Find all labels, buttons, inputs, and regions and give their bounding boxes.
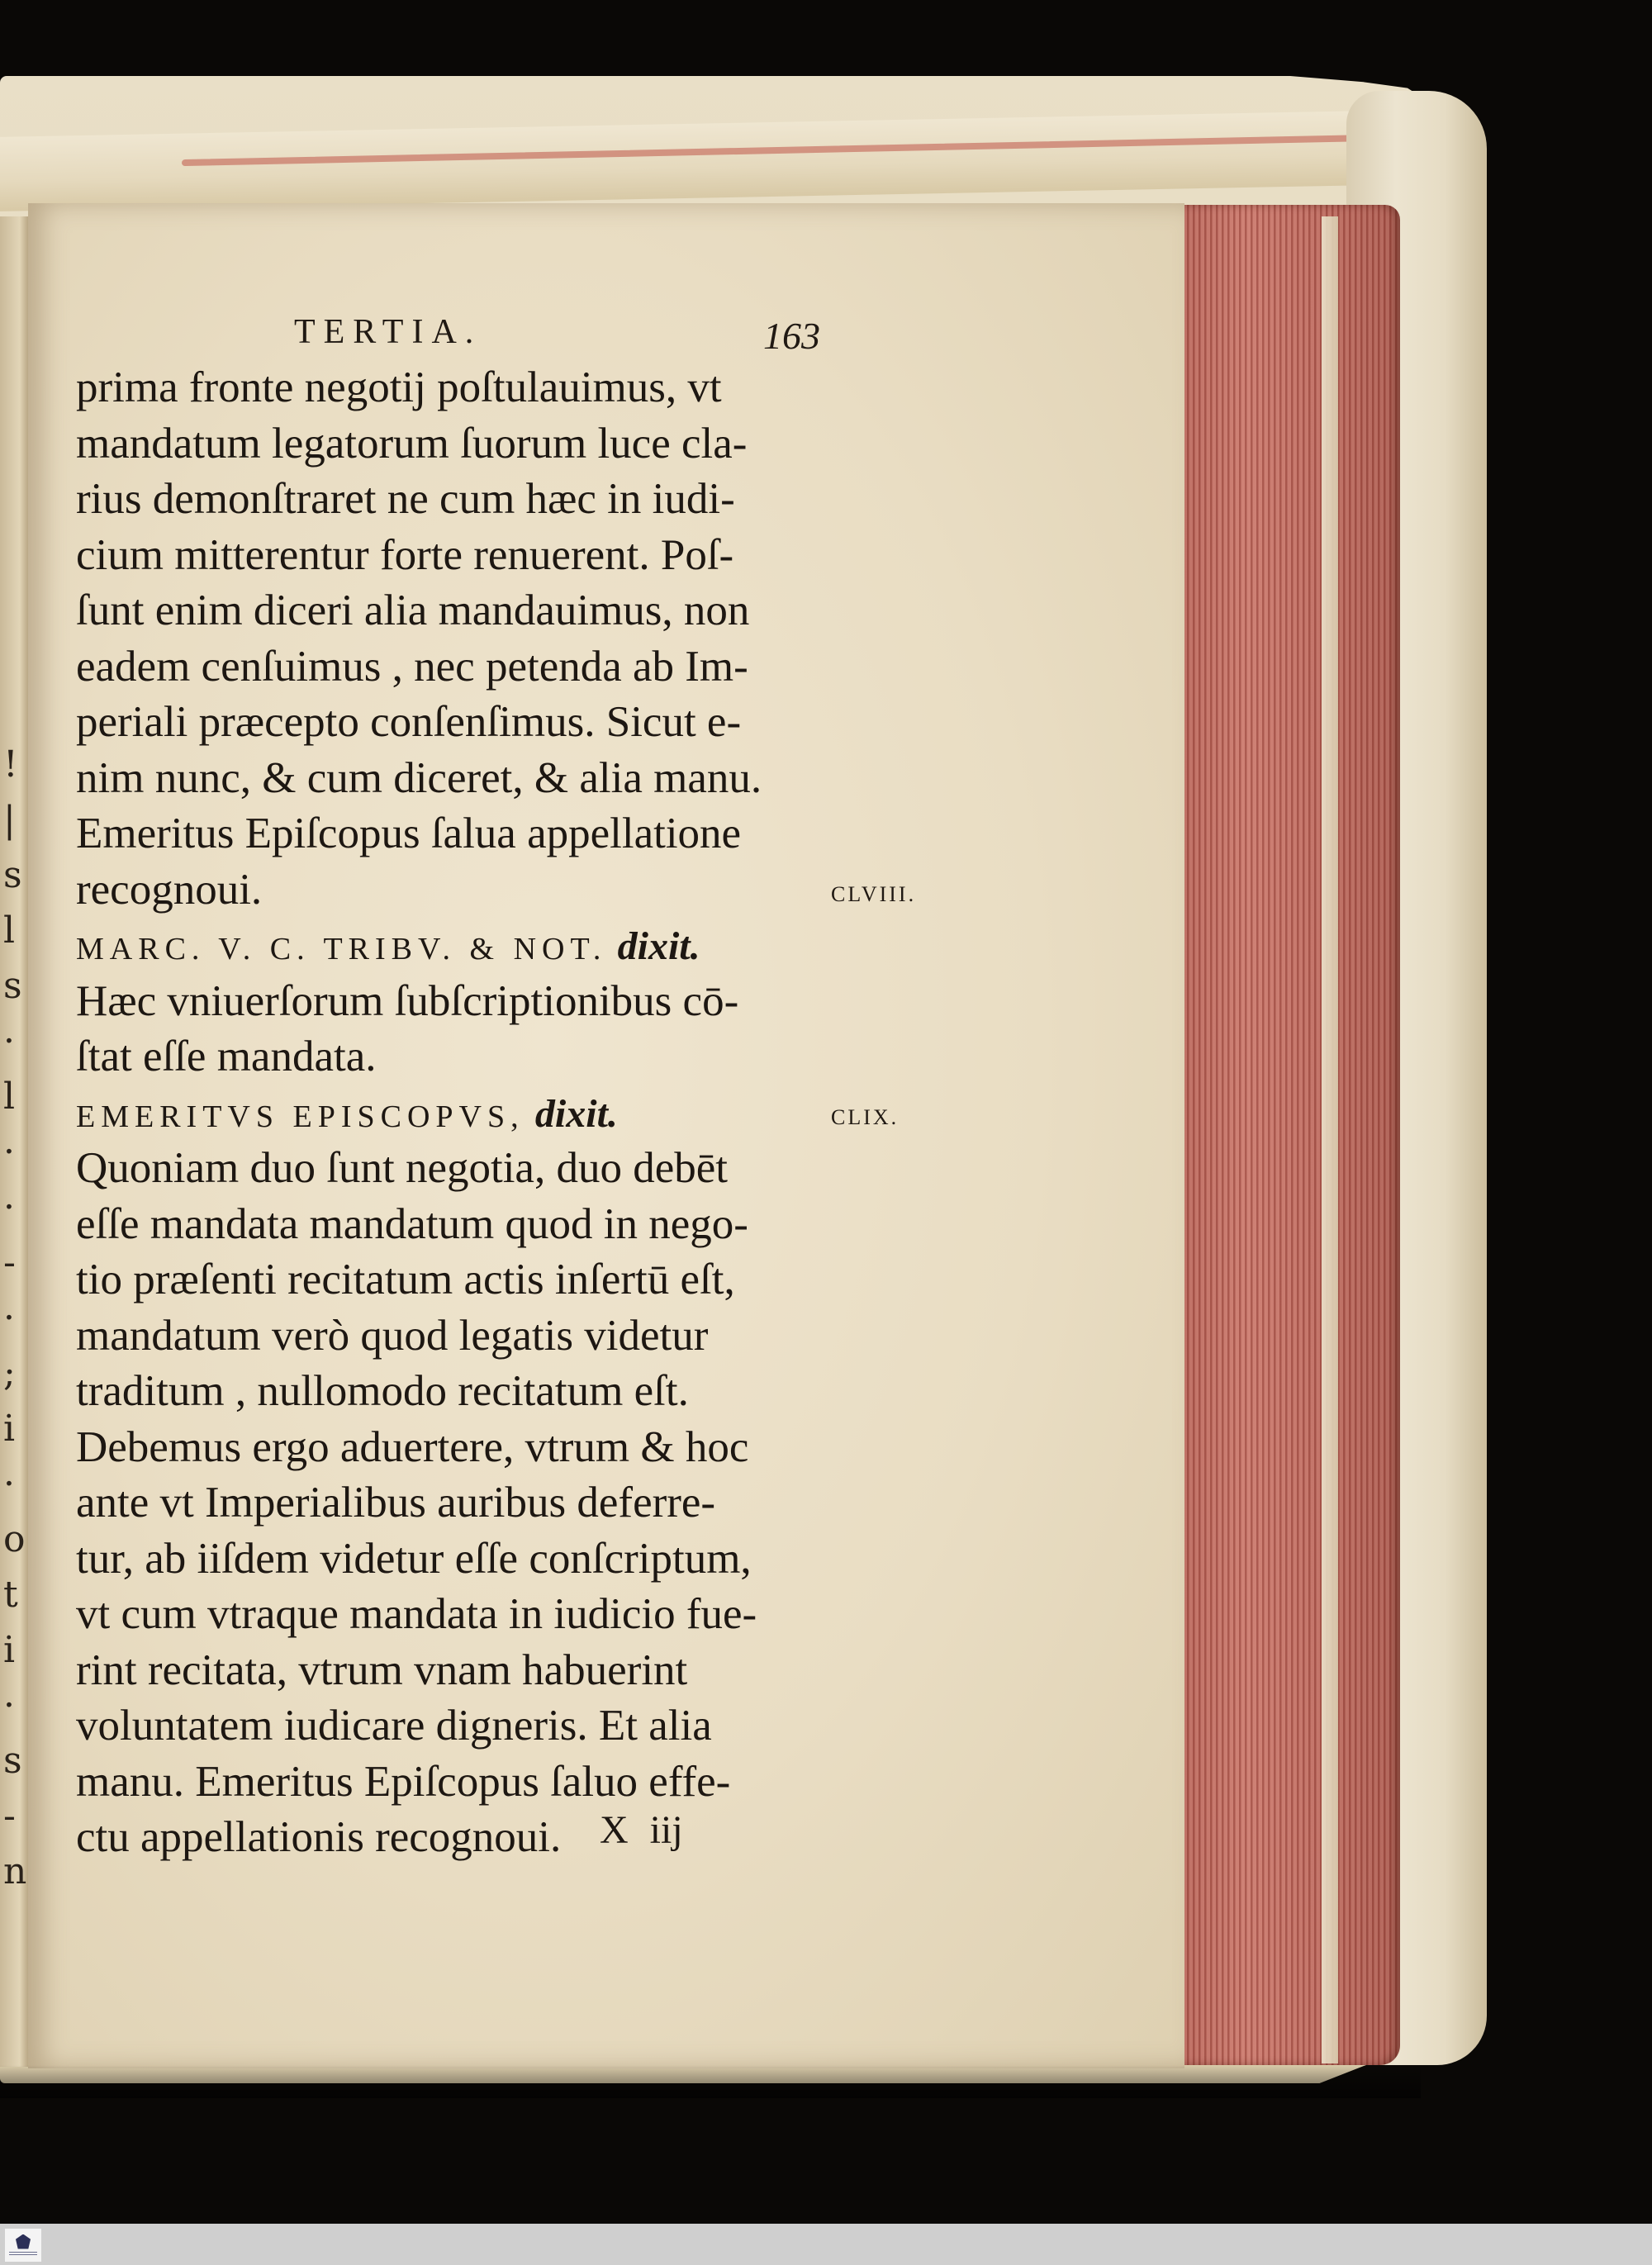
text-line: [76, 1810, 836, 1866]
text-line: [76, 1085, 836, 1142]
text-run: rius demonſtraret ne cum hæc in iudi-: [76, 475, 735, 523]
marginal-note-clix: CLIX.: [831, 1105, 900, 1129]
text-line: [76, 806, 836, 862]
verso-glyph: o: [3, 1518, 26, 1560]
text-run: recognoui.: [76, 865, 263, 914]
signature-mark: X iij: [600, 1808, 683, 1852]
footer-strip: [0, 2224, 1652, 2265]
verso-glyph: ·: [3, 1186, 15, 1228]
text-run: EMERITVS EPISCOPVS,: [76, 1099, 525, 1134]
verso-glyph: l: [3, 1076, 16, 1118]
verso-glyph: s: [3, 1740, 22, 1782]
verso-glyph: ·: [3, 1297, 15, 1339]
verso-glyph: s: [3, 965, 22, 1007]
text-run: [525, 1089, 535, 1137]
verso-glyph: n: [3, 1850, 26, 1892]
text-line: [76, 862, 836, 919]
library-logo-icon: [16, 2234, 31, 2249]
text-run: Debemus ergo aduertere, vtrum & hoc: [76, 1422, 749, 1471]
text-run: tur, ab iiſdem videtur eſſe conſcriptum,: [76, 1534, 752, 1583]
text-run: mandatum legatorum ſuorum luce cla-: [76, 419, 748, 468]
text-line: [76, 472, 836, 528]
verso-glyph: ·: [3, 1020, 15, 1062]
text-run: Quoniam duo ſunt negotia, duo debēt: [76, 1144, 728, 1192]
text-run: Hæc vniuerſorum ſubſcriptionibus cō-: [76, 976, 739, 1025]
text-line: [76, 974, 836, 1030]
library-logo-lines: [9, 2252, 37, 2257]
marginal-note-clviii: CLVIII.: [831, 882, 917, 906]
text-line: [76, 360, 836, 416]
text-run: mandatum verò quod legatis videtur: [76, 1311, 709, 1360]
text-block: [76, 360, 836, 1866]
verso-glyph: ·: [3, 1131, 15, 1173]
running-head: TERTIA.: [294, 313, 482, 351]
text-run: prima fronte negotij poſtulauimus, vt: [76, 363, 722, 411]
text-line: [76, 751, 836, 807]
verso-glyph: t: [3, 1574, 18, 1616]
text-line: [76, 1643, 836, 1699]
page-number: 163: [763, 315, 820, 357]
verso-glyph: -: [3, 1242, 16, 1284]
text-run: periali præcepto conſenſimus. Sicut e-: [76, 698, 742, 746]
verso-text-fragments: [3, 737, 26, 1899]
text-line: [76, 1197, 836, 1253]
text-line: [76, 1420, 836, 1476]
text-run: Emeritus Epiſcopus ſalua appellatione: [76, 810, 742, 857]
text-run: nim nunc, & cum diceret, & alia manu.: [76, 753, 762, 802]
red-fore-edge: [1181, 205, 1400, 2065]
text-run: ſunt enim diceri alia mandauimus, non: [76, 586, 750, 634]
text-run: traditum , nullomodo recitatum eſt.: [76, 1367, 689, 1415]
text-line: [76, 1698, 836, 1755]
verso-glyph: ;: [3, 1352, 16, 1394]
verso-glyph: !: [3, 743, 18, 786]
text-run: manu. Emeritus Epiſcopus ſaluo effe-: [76, 1757, 731, 1806]
text-line: [76, 695, 836, 751]
text-line: [76, 1252, 836, 1308]
text-line: [76, 1308, 836, 1365]
verso-page-edge: [0, 216, 28, 2067]
text-line: [76, 918, 836, 974]
text-run: ante vt Imperialibus auribus deferre-: [76, 1479, 716, 1527]
text-run: eſſe mandata mandatum quod in nego-: [76, 1199, 748, 1248]
text-line: [76, 1475, 836, 1531]
verso-glyph: i: [3, 1629, 16, 1671]
text-line: [76, 1531, 836, 1588]
text-line: [76, 1587, 836, 1643]
verso-glyph: i: [3, 1408, 16, 1450]
text-line: [76, 528, 836, 584]
text-line: [76, 639, 836, 696]
text-run: cium mitterentur forte renuerent. Poſ-: [76, 530, 734, 579]
text-run: MARC. V. C. TRIBV. & NOT.: [76, 932, 607, 966]
text-run: dixit.: [617, 924, 700, 968]
text-run: voluntatem iudicare digneris. Et alia: [76, 1702, 712, 1750]
text-run: rint recitata, vtrum vnam habuerint: [76, 1645, 688, 1694]
verso-glyph: ·: [3, 1684, 15, 1726]
text-line: [76, 583, 836, 639]
verso-glyph: |: [3, 799, 16, 841]
verso-glyph: s: [3, 854, 22, 896]
text-run: ctu appellationis recognoui.: [76, 1813, 562, 1861]
text-line: [76, 416, 836, 472]
text-run: dixit.: [534, 1091, 618, 1136]
text-line: [76, 1364, 836, 1420]
verso-glyph: l: [3, 909, 16, 952]
text-run: tio præſenti recitatum actis inſertū eſt,: [76, 1256, 735, 1303]
library-logo: [5, 2229, 41, 2262]
fore-edge-leaf: [1322, 216, 1338, 2063]
verso-glyph: ·: [3, 1463, 15, 1505]
text-run: eadem cenſuimus , nec petenda ab Im-: [76, 642, 748, 691]
text-line: [76, 1029, 836, 1085]
text-run: vt cum vtraque mandata in iudicio fue-: [76, 1590, 757, 1638]
text-run: ſtat eſſe mandata.: [76, 1033, 377, 1080]
verso-glyph: -: [3, 1795, 16, 1837]
text-line: [76, 1755, 836, 1811]
text-line: [76, 1141, 836, 1197]
text-run: [606, 921, 617, 969]
bottom-shadow: [0, 2065, 1421, 2098]
